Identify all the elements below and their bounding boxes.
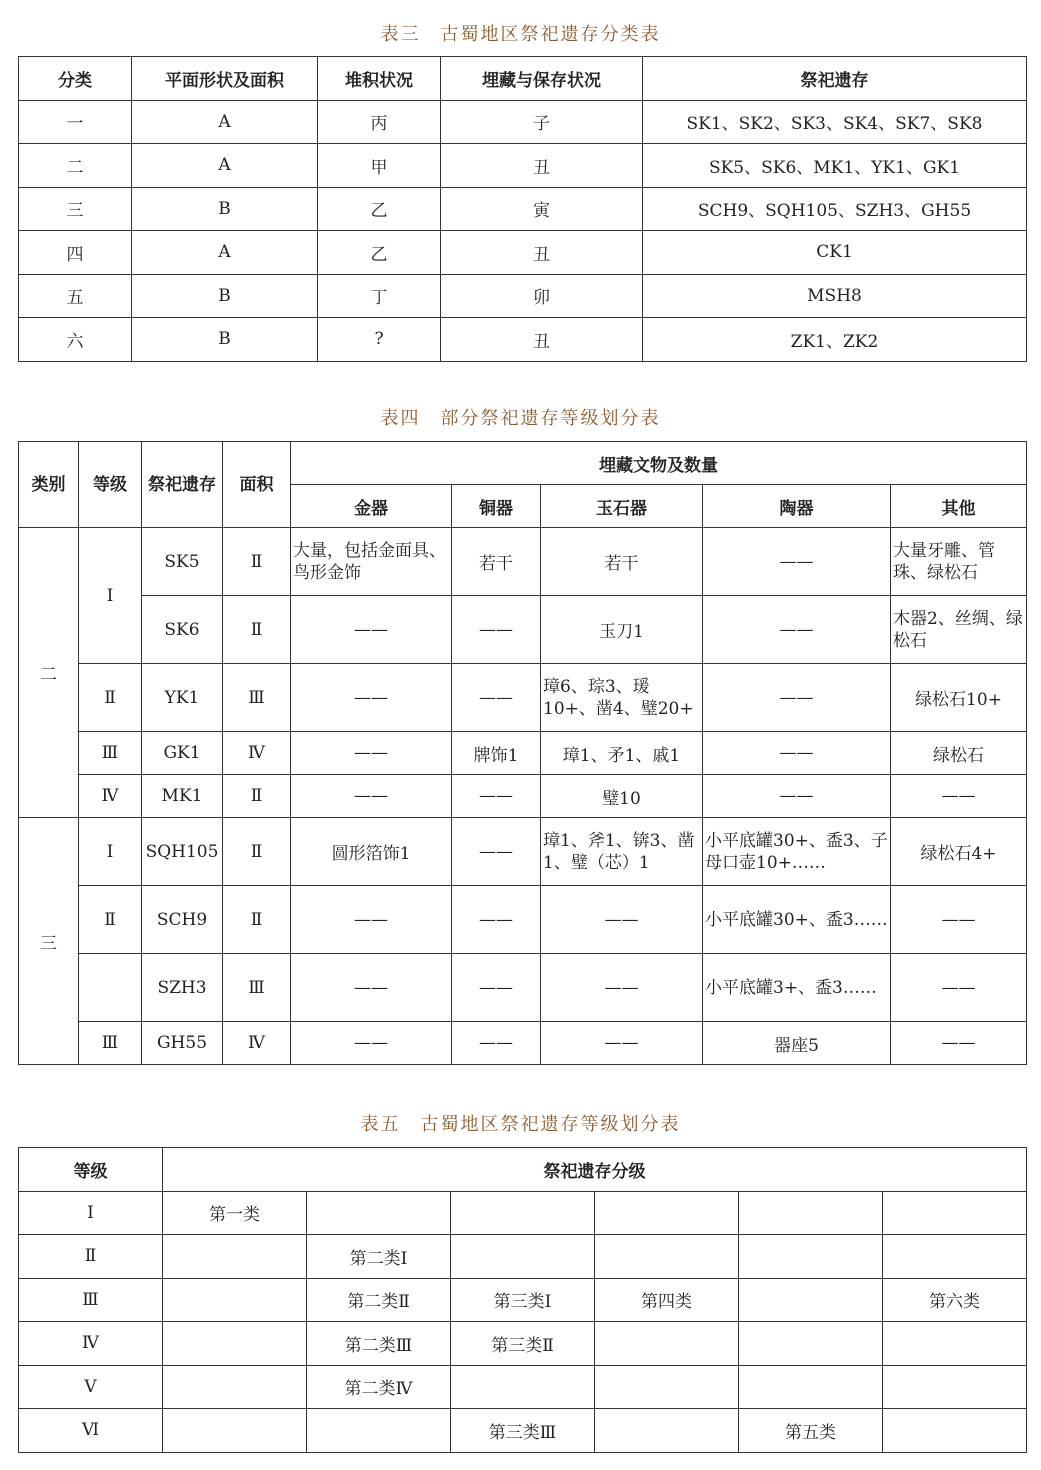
table-cell: [595, 1191, 739, 1235]
table-row: [19, 318, 1027, 362]
table3-header-cell: 分类: [19, 57, 132, 101]
table-cell: 丑: [441, 144, 643, 188]
table-cell: 绿松石: [891, 732, 1027, 775]
table-cell: 木器2、丝绸、绿松石: [891, 596, 1027, 664]
table3-header-cell: 平面形状及面积: [132, 57, 318, 101]
table4-header-row: [19, 442, 1027, 485]
table-cell-grade: Ⅴ: [19, 1365, 163, 1409]
table-row: [19, 100, 1027, 144]
table-cell: 丑: [441, 231, 643, 275]
table-row: [19, 274, 1027, 318]
table-cell: [595, 1365, 739, 1409]
table-cell-grade: Ⅰ: [79, 528, 142, 664]
table-cell: 璧10: [541, 775, 703, 818]
table-cell: ——: [291, 775, 452, 818]
table-cell: 若干: [452, 528, 541, 596]
table-row: [19, 1409, 1027, 1453]
table-cell: 璋1、斧1、锛3、凿1、璧（芯）1: [541, 818, 703, 886]
table-cell: 第二类Ⅲ: [307, 1322, 451, 1366]
table-cell: [739, 1235, 883, 1279]
table3: [18, 56, 1027, 362]
table-row: [19, 596, 1027, 664]
table-cell: 玉刀1: [541, 596, 703, 664]
table-cell: ——: [541, 886, 703, 954]
table-cell: [739, 1278, 883, 1322]
table-cell: 五: [19, 274, 132, 318]
table-cell: ——: [891, 886, 1027, 954]
table-row: [19, 1191, 1027, 1235]
table-cell: 第三类Ⅱ: [451, 1322, 595, 1366]
table-cell: 圆形箔饰1: [291, 818, 452, 886]
table-cell: ——: [452, 775, 541, 818]
table-cell: [739, 1322, 883, 1366]
table-cell: ——: [703, 732, 891, 775]
table-cell: ——: [291, 1022, 452, 1065]
table-cell: [883, 1409, 1027, 1453]
table-row: [19, 231, 1027, 275]
table3-header-cell: 祭祀遗存: [643, 57, 1027, 101]
table-cell: ——: [703, 664, 891, 732]
table-cell: ——: [452, 818, 541, 886]
table-cell: 绿松石10+: [891, 664, 1027, 732]
table-cell-grade: Ⅲ: [79, 1022, 142, 1065]
table-cell: 璋6、琮3、瑗10+、凿4、璧20+: [541, 664, 703, 732]
table-cell: ——: [452, 596, 541, 664]
table-row: [19, 1278, 1027, 1322]
table-cell: 第二类Ⅳ: [307, 1365, 451, 1409]
table-cell: Ⅱ: [223, 818, 291, 886]
table-cell: 璋1、矛1、戚1: [541, 732, 703, 775]
table-row: [19, 732, 1027, 775]
table-cell: [595, 1409, 739, 1453]
table-cell: [163, 1235, 307, 1279]
table-cell: 若干: [541, 528, 703, 596]
table-cell: 绿松石4+: [891, 818, 1027, 886]
table-cell: 甲: [318, 144, 441, 188]
table-cell: SK5: [142, 528, 223, 596]
table-cell: ——: [891, 1022, 1027, 1065]
table-cell: SK6: [142, 596, 223, 664]
table-row: [19, 818, 1027, 886]
table4-header-pottery: 陶器: [703, 485, 891, 528]
table-cell: ZK1、ZK2: [643, 318, 1027, 362]
table-cell: ——: [891, 775, 1027, 818]
table4-header-area: 面积: [223, 442, 291, 528]
table5-header-cell: 等级: [19, 1148, 163, 1192]
table-cell: SZH3: [142, 954, 223, 1022]
table-cell-grade: Ⅱ: [79, 886, 142, 954]
table-cell: ——: [703, 775, 891, 818]
table-row: [19, 144, 1027, 188]
table-cell: 小平底罐30+、盉3、子母口壶10+……: [703, 818, 891, 886]
table-cell-grade: Ⅵ: [19, 1409, 163, 1453]
table-cell: [883, 1235, 1027, 1279]
table4-header-grade: 等级: [79, 442, 142, 528]
table-cell: 卯: [441, 274, 643, 318]
table-cell-grade: Ⅳ: [79, 775, 142, 818]
table5-caption: 表五 古蜀地区祭祀遗存等级划分表: [360, 1114, 681, 1135]
table-cell: ——: [452, 664, 541, 732]
table-cell: ——: [291, 664, 452, 732]
table-row: [19, 1235, 1027, 1279]
table-cell-grade: Ⅲ: [19, 1278, 163, 1322]
table5: [18, 1147, 1027, 1453]
table-cell: MSH8: [643, 274, 1027, 318]
table-cell: 丁: [318, 274, 441, 318]
table-cell: ——: [452, 1022, 541, 1065]
table3-header-cell: 堆积状况: [318, 57, 441, 101]
table-cell: 第四类: [595, 1278, 739, 1322]
table-cell: 第三类Ⅲ: [451, 1409, 595, 1453]
table-cell: 二: [19, 144, 132, 188]
table-cell: [451, 1235, 595, 1279]
table4-header-other: 其他: [891, 485, 1027, 528]
table-cell: GH55: [142, 1022, 223, 1065]
table-cell: 丑: [441, 318, 643, 362]
table-cell: ——: [291, 954, 452, 1022]
table-cell: 丙: [318, 100, 441, 144]
table-cell: B: [132, 274, 318, 318]
table-cell: SK1、SK2、SK3、SK4、SK7、SK8: [643, 100, 1027, 144]
table-cell: 三: [19, 187, 132, 231]
table-cell: GK1: [142, 732, 223, 775]
table-cell: ——: [291, 732, 452, 775]
table-cell: CK1: [643, 231, 1027, 275]
table3-caption: 表三 古蜀地区祭祀遗存分类表: [380, 24, 661, 45]
table-row: [19, 1322, 1027, 1366]
table-cell: [451, 1191, 595, 1235]
table3-header-cell: 埋藏与保存状况: [441, 57, 643, 101]
table5-header-cell: 祭祀遗存分级: [163, 1148, 1027, 1192]
table-cell: 子: [441, 100, 643, 144]
table-cell: A: [132, 231, 318, 275]
table-cell-grade: Ⅲ: [79, 732, 142, 775]
table-cell: A: [132, 144, 318, 188]
table-cell: 器座5: [703, 1022, 891, 1065]
table-cell: [739, 1191, 883, 1235]
table-cell: SCH9: [142, 886, 223, 954]
table-cell-category: 二: [19, 528, 79, 818]
table-cell: 第三类Ⅰ: [451, 1278, 595, 1322]
table-cell: 第二类Ⅰ: [307, 1235, 451, 1279]
table-cell: B: [132, 318, 318, 362]
table-row: [19, 954, 1027, 1022]
table-cell: 六: [19, 318, 132, 362]
table4-header-category: 类别: [19, 442, 79, 528]
table-row: [19, 187, 1027, 231]
table-cell-grade: [79, 954, 142, 1022]
table-cell-grade: Ⅱ: [79, 664, 142, 732]
table-cell: 第六类: [883, 1278, 1027, 1322]
table-cell: [163, 1278, 307, 1322]
table-cell: [883, 1191, 1027, 1235]
table-cell-grade: Ⅱ: [19, 1235, 163, 1279]
table-cell: Ⅱ: [223, 886, 291, 954]
table4-header-group: 埋藏文物及数量: [291, 442, 1027, 485]
table-cell: Ⅳ: [223, 1022, 291, 1065]
table-cell-grade: Ⅰ: [19, 1191, 163, 1235]
table-cell: [739, 1365, 883, 1409]
table-cell: [307, 1409, 451, 1453]
table-cell: 牌饰1: [452, 732, 541, 775]
table-cell: YK1: [142, 664, 223, 732]
table-cell: 乙: [318, 187, 441, 231]
table-cell: 小平底罐3+、盉3……: [703, 954, 891, 1022]
table-cell-grade: Ⅰ: [79, 818, 142, 886]
table-cell: 一: [19, 100, 132, 144]
table-cell: ——: [703, 528, 891, 596]
table-cell-grade: Ⅳ: [19, 1322, 163, 1366]
table4-caption: 表四 部分祭祀遗存等级划分表: [380, 408, 661, 429]
table-cell: ——: [291, 596, 452, 664]
table-cell: 第二类Ⅱ: [307, 1278, 451, 1322]
table-cell: Ⅱ: [223, 596, 291, 664]
table-cell: [883, 1365, 1027, 1409]
table4-header-bronze: 铜器: [452, 485, 541, 528]
table4-header-gold: 金器: [291, 485, 452, 528]
table-cell: 寅: [441, 187, 643, 231]
table-cell: 四: [19, 231, 132, 275]
table-cell: 大量牙雕、管珠、绿松石: [891, 528, 1027, 596]
table-cell: MK1: [142, 775, 223, 818]
table-cell: SK5、SK6、MK1、YK1、GK1: [643, 144, 1027, 188]
table-cell: [595, 1322, 739, 1366]
table-row: [19, 775, 1027, 818]
table-cell: 第五类: [739, 1409, 883, 1453]
table-cell: ——: [703, 596, 891, 664]
table-cell: [163, 1322, 307, 1366]
table4-header-remains: 祭祀遗存: [142, 442, 223, 528]
table3-header-row: [19, 57, 1027, 101]
table-row: [19, 664, 1027, 732]
table-cell: ——: [541, 1022, 703, 1065]
table-cell: ——: [541, 954, 703, 1022]
table-cell: A: [132, 100, 318, 144]
table-cell: ?: [318, 318, 441, 362]
table-row: [19, 1365, 1027, 1409]
table-cell: [451, 1365, 595, 1409]
table-cell: [595, 1235, 739, 1279]
table-cell: 小平底罐30+、盉3……: [703, 886, 891, 954]
table-cell: [307, 1191, 451, 1235]
table-cell: B: [132, 187, 318, 231]
table-row: [19, 528, 1027, 596]
table-cell-category: 三: [19, 818, 79, 1065]
table-cell: 第一类: [163, 1191, 307, 1235]
table-cell: Ⅱ: [223, 528, 291, 596]
table-cell: [163, 1409, 307, 1453]
table5-header-row: [19, 1148, 1027, 1192]
table-row: [19, 1022, 1027, 1065]
table-cell: [883, 1322, 1027, 1366]
table-cell: SCH9、SQH105、SZH3、GH55: [643, 187, 1027, 231]
table-cell: 乙: [318, 231, 441, 275]
table4: [18, 441, 1027, 1065]
table-cell: ——: [452, 954, 541, 1022]
table-cell: ——: [291, 886, 452, 954]
table-cell: Ⅳ: [223, 732, 291, 775]
table-cell: Ⅲ: [223, 954, 291, 1022]
table-cell: 大量，包括金面具、鸟形金饰: [291, 528, 452, 596]
table-cell: ——: [891, 954, 1027, 1022]
table-cell: SQH105: [142, 818, 223, 886]
table-row: [19, 886, 1027, 954]
table-cell: [163, 1365, 307, 1409]
table-cell: ——: [452, 886, 541, 954]
table4-header-jade: 玉石器: [541, 485, 703, 528]
table-cell: Ⅱ: [223, 775, 291, 818]
table-cell: Ⅲ: [223, 664, 291, 732]
